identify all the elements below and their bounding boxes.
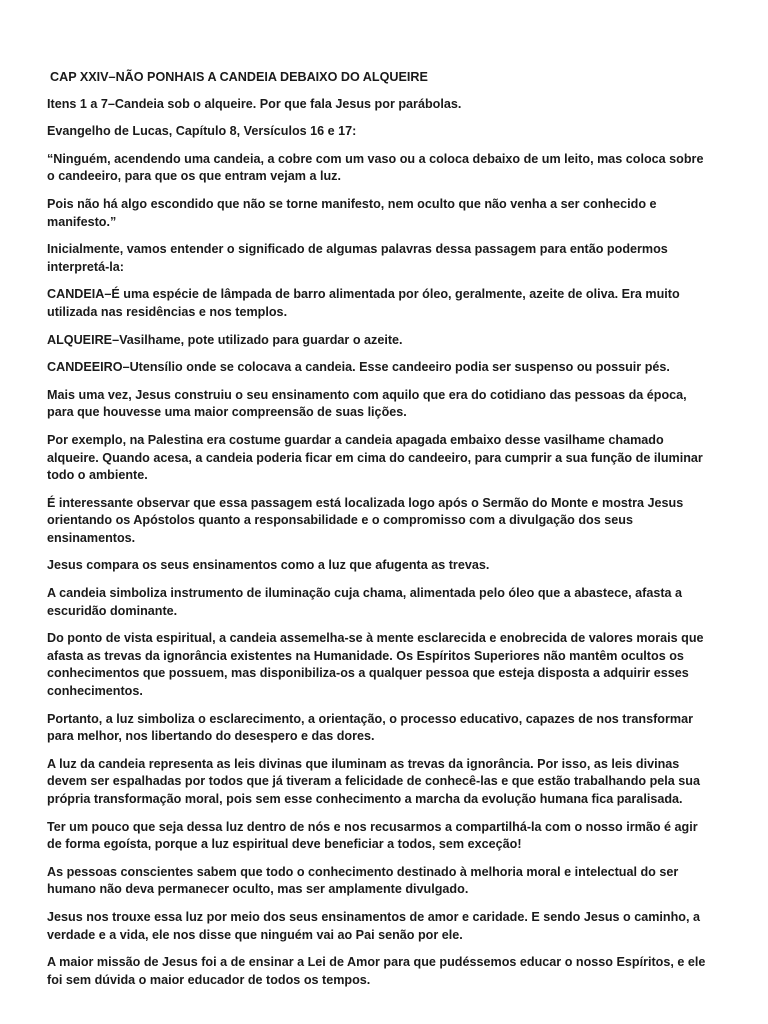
chapter-title: CAP XXIV–NÃO PONHAIS A CANDEIA DEBAIXO DO ALQUEIRE xyxy=(50,70,428,84)
paragraph: Jesus compara os seus ensinamentos como a luz que afugenta as trevas. xyxy=(47,558,490,573)
paragraph: A luz da candeia representa as leis divinas que iluminam as trevas da ignorância. Por isso, as leis divinas devem ser espalhadas por todos que já tiveram a felicidade de conhecê-las e que estão trabalhando pela sua própria transformação moral, pois sem esse conhecimento a marcha da evolução humana fica paralisada. xyxy=(47,756,701,806)
paragraph: A maior missão de Jesus foi a de ensinar a Lei de Amor para que pudéssemos educar o nosso Espíritos, e ele foi sem dúvida o maior educador de todos os tempos. xyxy=(47,955,706,987)
paragraph: “Ninguém, acendendo uma candeia, a cobre com um vaso ou a coloca debaixo de um leito, mas coloca sobre o candeeiro, para que os que entram vejam a luz. xyxy=(47,151,704,184)
paragraph: CANDEIA–É uma espécie de lâmpada de barro alimentada por óleo, geralmente, azeite de oliva. Era muito utilizada nas residências e nos templos. xyxy=(47,287,680,319)
paragraph: Do ponto de vista espiritual, a candeia assemelha-se à mente esclarecida e enobrecida de valores morais que afasta as trevas da ignorância existentes na Humanidade. Os Espíritos Superiores não mantêm ocultos os conhecimentos que possuem, mas disponibiliza-os a qualquer pessoa que esteja disposta a adquirir esses conhecimentos. xyxy=(47,631,704,699)
paragraph: É interessante observar que essa passagem está localizada logo após o Sermão do Monte e mostra Jesus orientando os Apóstolos quanto a responsabilidade e o compromisso com a divulgação dos seus ensinamentos. xyxy=(47,495,684,545)
paragraph: CANDEEIRO–Utensílio onde se colocava a candeia. Esse candeeiro podia ser suspenso ou possuir pés. xyxy=(47,360,670,375)
paragraph: Portanto, a luz simboliza o esclarecimento, a orientação, o processo educativo, capazes de nos transformar para melhor, nos libertando do desespero e das dores. xyxy=(47,711,693,744)
paragraph: Itens 1 a 7–Candeia sob o alqueire. Por que fala Jesus por parábolas. xyxy=(47,96,462,111)
paragraph: As pessoas conscientes sabem que todo o conhecimento destinado à melhoria moral e intelectual do ser humano não deva permanecer oculto, mas ser amplamente divulgado. xyxy=(47,864,679,897)
paragraph: Inicialmente, vamos entender o significado de algumas palavras dessa passagem para então podermos interpretá-la: xyxy=(47,242,668,274)
paragraph: Jesus nos trouxe essa luz por meio dos seus ensinamentos de amor e caridade. E sendo Jesus o caminho, a verdade e a vida, ele nos disse que ninguém vai ao Pai senão por ele. xyxy=(47,909,700,942)
paragraph: Pois não há algo escondido que não se torne manifesto, nem oculto que não venha a ser conhecido e manifesto.” xyxy=(47,196,657,229)
paragraph: A candeia simboliza instrumento de iluminação cuja chama, alimentada pelo óleo que a abastece, afasta a escuridão dominante. xyxy=(47,586,683,618)
paragraph: Por exemplo, na Palestina era costume guardar a candeia apagada embaixo desse vasilhame chamado alqueire. Quando acesa, a candeia poderia ficar em cima do candeeiro, para cumprir a sua função de iluminar todo o ambiente. xyxy=(47,432,703,483)
paragraph: Mais uma vez, Jesus construiu o seu ensinamento com aquilo que era do cotidiano das pessoas da época, para que houvesse uma maior compreensão de suas lições. xyxy=(47,387,687,420)
paragraph: Ter um pouco que seja dessa luz dentro de nós e nos recusarmos a compartilhá-la com o nosso irmão é agir de forma egoísta, porque a luz espiritual deve beneficiar a todos, sem exceção! xyxy=(47,819,698,852)
paragraph: Evangelho de Lucas, Capítulo 8, Versículos 16 e 17: xyxy=(47,124,357,139)
paragraph: ALQUEIRE–Vasilhame, pote utilizado para guardar o azeite. xyxy=(47,332,403,347)
